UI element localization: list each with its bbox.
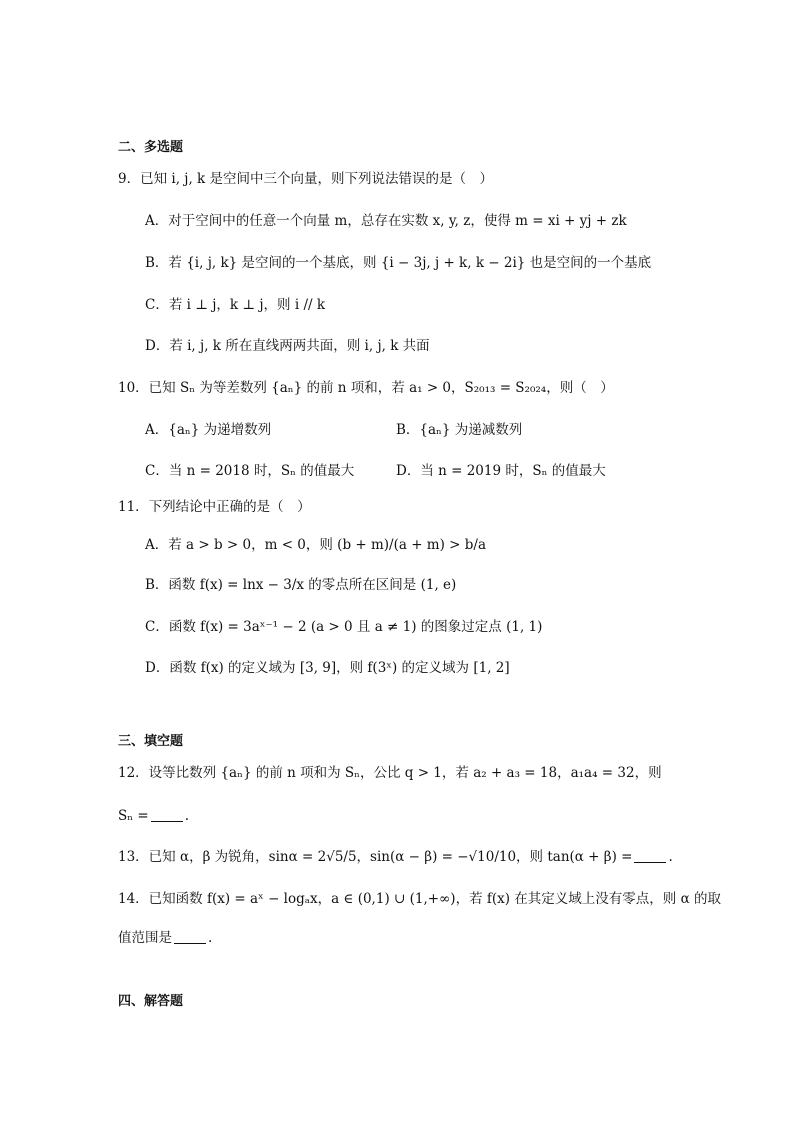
question-9-option-c: C．若 i ⊥ j，k ⊥ j，则 i // k	[145, 297, 326, 313]
question-11-option-a: A．若 a > b > 0，m < 0，则 (b + m)/(a + m) > b/a	[145, 537, 487, 553]
section-heading-solutions: 四、解答题	[118, 994, 184, 1009]
question-9-option-d: D．若 i, j, k 所在直线两两共面，则 i, j, k 共面	[145, 338, 430, 354]
question-14-prefix: 值范围是	[118, 930, 172, 946]
question-9-option-b: B．若 {i, j, k} 是空间的一个基底，则 {i − 3j, j + k, k − 2i} 也是空间的一个基底	[145, 255, 652, 271]
answer-blank	[634, 848, 666, 863]
question-11-option-b: B．函数 f(x) = lnx − 3/x 的零点所在区间是 (1, e)	[145, 577, 457, 593]
question-11-stem: 11．下列结论中正确的是（ ）	[118, 499, 311, 515]
question-9-stem: 9．已知 i, j, k 是空间中三个向量，则下列说法错误的是（ ）	[118, 171, 494, 187]
question-14-line-2: 值范围是 .	[118, 930, 213, 946]
answer-blank	[151, 807, 183, 822]
question-12-prefix: Sₙ =	[118, 808, 149, 824]
question-10-option-a: A．{aₙ} 为递增数列	[145, 422, 272, 438]
question-10-option-b: B．{aₙ} 为递减数列	[396, 422, 523, 438]
answer-blank	[174, 929, 206, 944]
section-heading-multiple-choice: 二、多选题	[118, 140, 184, 155]
question-13: 13．已知 α，β 为锐角，sinα = 2√5/5，sin(α − β) = −√10/10，则 tan(α + β) = .	[118, 849, 673, 865]
question-9-option-a: A．对于空间中的任意一个向量 m，总存在实数 x, y, z，使得 m = xi + yj + zk	[145, 213, 627, 229]
question-13-text: 13．已知 α，β 为锐角，sinα = 2√5/5，sin(α − β) = −√10/10，则 tan(α + β) =	[118, 849, 633, 865]
question-10-option-d: D．当 n = 2019 时，Sₙ 的值最大	[396, 463, 606, 479]
question-11-option-d: D．函数 f(x) 的定义域为 [3, 9]，则 f(3ˣ) 的定义域为 [1, 2]	[145, 660, 510, 676]
question-10-stem: 10．已知 Sₙ 为等差数列 {aₙ} 的前 n 项和，若 a₁ > 0，S₂₀₁₃ = S₂₀₂₄，则（ ）	[118, 380, 614, 396]
section-heading-fill-in: 三、填空题	[118, 734, 184, 749]
question-12-line-1: 12．设等比数列 {aₙ} 的前 n 项和为 Sₙ，公比 q > 1，若 a₂ + a₃ = 18，a₁a₄ = 32，则	[118, 765, 662, 781]
question-12-line-2: Sₙ = .	[118, 808, 189, 824]
question-10-option-c: C．当 n = 2018 时，Sₙ 的值最大	[145, 463, 355, 479]
question-14-line-1: 14．已知函数 f(x) = aˣ − logₐx，a ∈ (0,1) ∪ (1,+∞)，若 f(x) 在其定义域上没有零点，则 α 的取	[118, 891, 721, 907]
question-11-option-c: C．函数 f(x) = 3aˣ⁻¹ − 2 (a > 0 且 a ≠ 1) 的图象过定点 (1, 1)	[145, 619, 543, 635]
